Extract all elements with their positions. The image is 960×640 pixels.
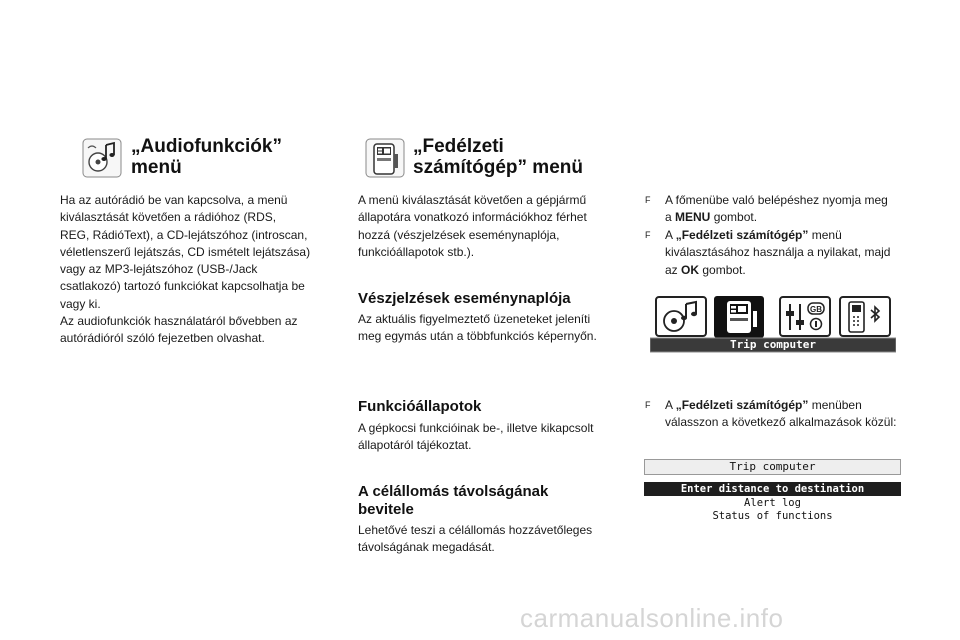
music-cd-icon	[656, 297, 706, 336]
trip-menu-name: „Fedélzeti számítógép”	[675, 398, 809, 412]
ok-key-label: OK	[681, 262, 700, 277]
bullet-arrow-icon: F	[645, 195, 651, 205]
section-text-alert-log	[358, 311, 618, 346]
step-1	[645, 192, 915, 227]
step3-text: A	[665, 398, 676, 412]
audio-line: csatlakozó) tartozó funkciókat kapcsolhatja be	[60, 279, 305, 294]
step2-text: menü	[808, 228, 842, 242]
step3-line: válasszon a következő alkalmazások közül:	[665, 415, 897, 430]
distance-heading-line1: A célállomás távolságának	[358, 483, 549, 500]
step2-text: az	[665, 262, 682, 277]
trip-line: hozzá (vészjelzések eseménynaplója,	[358, 227, 560, 242]
step2-text: A	[665, 228, 676, 242]
section-text-distance	[358, 522, 618, 557]
settings-sliders-icon	[780, 297, 830, 336]
section-heading-alert-log: Vészjelzések eseménynaplója	[358, 290, 571, 307]
screen2-header: Trip computer	[644, 459, 901, 475]
step1-text: gombot.	[710, 210, 758, 225]
music-cd-icon	[82, 138, 122, 183]
section-line: Lehetővé teszi a célállomás hozzávetőleges	[358, 523, 593, 537]
section-heading-status: Funkcióállapotok	[358, 398, 482, 415]
trip-menu-name: „Fedélzeti számítógép”	[675, 228, 809, 242]
trip-title-line1: „Fedélzeti	[413, 136, 504, 157]
step-2	[645, 227, 915, 279]
audio-description	[60, 192, 350, 348]
trip-title-line2: számítógép” menü	[413, 157, 583, 178]
trip-line: funkcióállapotok stb.).	[358, 244, 475, 259]
audio-line: vagy az MP3-lejátszóhoz (USB-/Jack	[60, 262, 258, 277]
trip-line: A menü kiválasztását követően a gépjármű	[358, 193, 587, 207]
screen2-item[interactable]: Status of functions	[712, 510, 833, 522]
bullet-arrow-icon: F	[645, 230, 651, 240]
trip-computer-icon	[714, 296, 764, 338]
section-heading-distance	[358, 483, 548, 519]
section-line: A gépkocsi funkcióinak be-, illetve kikapcsolt	[358, 421, 594, 435]
step1-text: a	[665, 210, 676, 225]
trip-computer-icon	[365, 138, 405, 183]
step1-line: A főmenübe való belépéshez nyomja meg	[665, 193, 888, 207]
section-line: távolságának megadását.	[358, 540, 495, 555]
watermark: carmanualsonline.info	[520, 603, 784, 633]
step2-line: kiválasztásához használja a nyilakat, majd	[665, 245, 891, 260]
step2-text: gombot.	[699, 262, 746, 277]
step3-text: menüben	[808, 398, 862, 412]
section-line: állapotáról tájékoztat.	[358, 438, 472, 453]
flag-label: GB	[810, 305, 822, 314]
audio-line: kiválasztását követően a rádióhoz (RDS,	[60, 210, 277, 225]
audio-line: autórádióról szóló fejezetben olvashat.	[60, 331, 265, 346]
phone-bluetooth-icon	[840, 297, 890, 336]
audio-line: véletlenszerű lejátszás, CD ismételt lejátszása)	[60, 244, 311, 259]
step-3	[645, 397, 935, 432]
section-line: meg egymás után a többfunkciós képernyőn.	[358, 329, 597, 344]
display-screen-main-menu	[650, 296, 896, 354]
section-text-status	[358, 420, 618, 455]
audio-title-line1: „Audiofunkciók”	[131, 136, 282, 157]
audio-line: vagy ki.	[60, 296, 101, 311]
menu-key-label: MENU	[675, 210, 711, 225]
audio-title-line2: menü	[131, 157, 182, 178]
trip-line: állapotára vonatkozó információkhoz férhet	[358, 210, 587, 225]
section-line: Az aktuális figyelmeztető üzeneteket jeleníti	[358, 312, 591, 326]
distance-heading-line2: bevitele	[358, 501, 414, 518]
display-screen-trip-menu	[644, 459, 901, 525]
audio-menu-title	[131, 136, 282, 178]
screen1-label: Trip computer	[729, 338, 817, 351]
screen2-item[interactable]: Alert log	[744, 497, 801, 509]
audio-line: Az audiofunkciók használatáról bővebben az	[60, 314, 298, 329]
audio-line: Ha az autórádió be van kapcsolva, a menü	[60, 193, 288, 207]
trip-description	[358, 192, 618, 261]
audio-line: REG, RádióText), a CD-lejátszóhoz (introscan,	[60, 227, 308, 242]
trip-menu-title	[413, 136, 583, 178]
bullet-arrow-icon: F	[645, 400, 651, 410]
screen2-item-selected[interactable]: Enter distance to destination	[644, 482, 901, 496]
